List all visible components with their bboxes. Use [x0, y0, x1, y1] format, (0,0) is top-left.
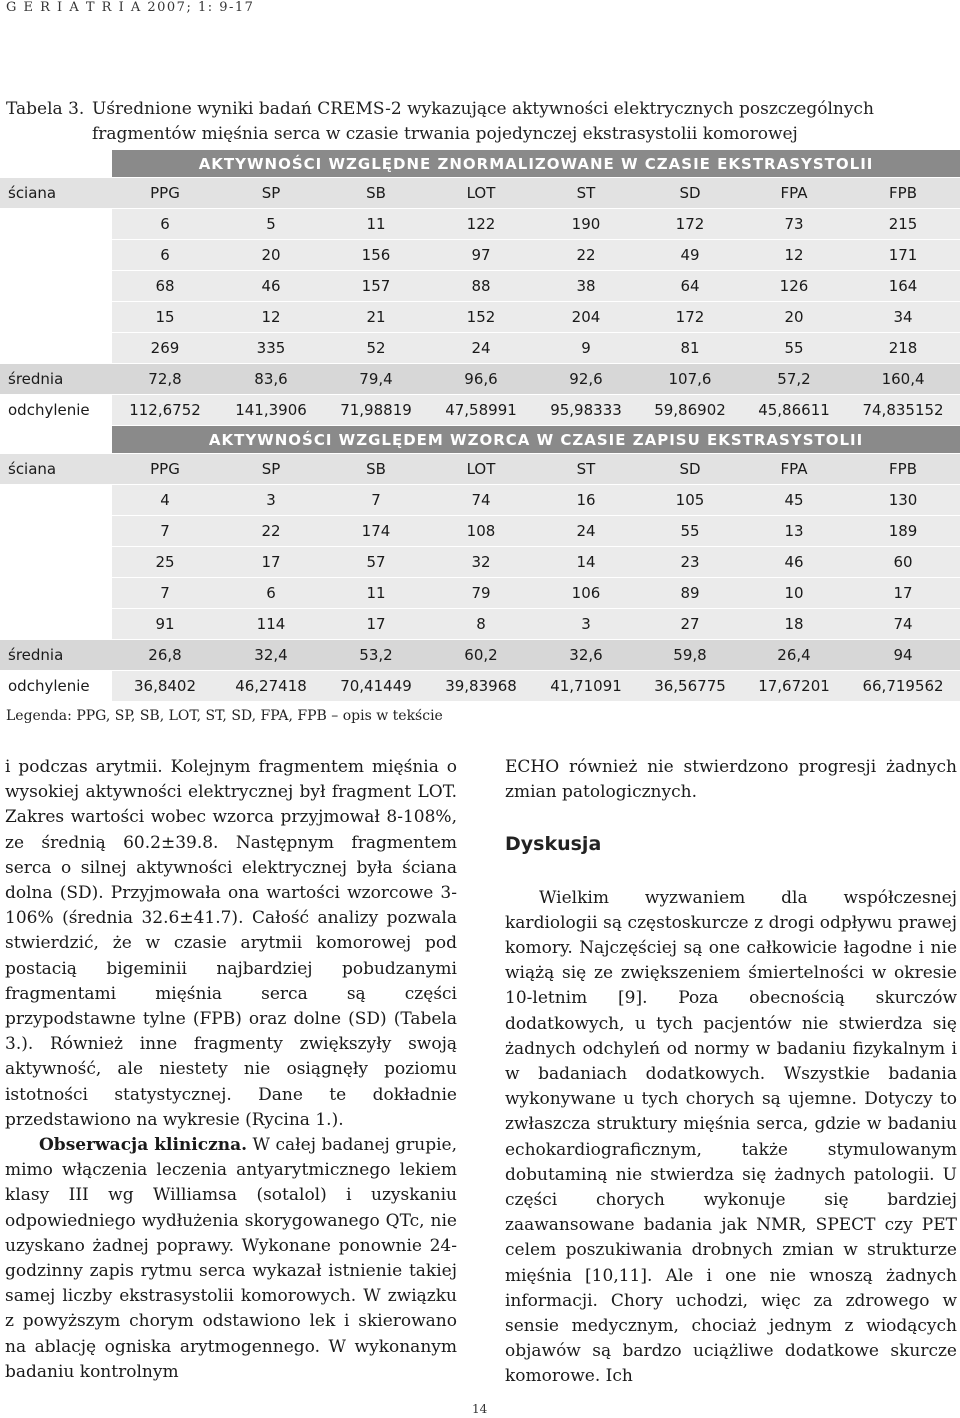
table-caption-line1: Uśrednione wyniki badań CREMS-2 wykazujące aktywności elektrycznych poszczególnych [92, 99, 874, 119]
column-header: FPA [742, 178, 846, 209]
table-row [0, 333, 960, 364]
column-header: SD [638, 454, 742, 485]
row-label-empty [0, 302, 112, 333]
table-row [0, 302, 960, 333]
table-row [0, 485, 960, 516]
table-cell: 190 [534, 209, 638, 240]
table-cell: 164 [846, 271, 960, 302]
column-header: LOT [428, 178, 534, 209]
table-cell: 172 [638, 302, 742, 333]
section-title-row [0, 150, 960, 178]
table-cell: 45 [742, 485, 846, 516]
table-cell: 81 [638, 333, 742, 364]
section-title: AKTYWNOŚCI WZGLĘDNE ZNORMALIZOWANE W CZASIE EKSTRASYSTOLII [112, 150, 960, 178]
column-header: ST [534, 454, 638, 485]
mean-cell: 83,6 [218, 364, 324, 395]
left-paragraph-2 [5, 1133, 457, 1385]
running-head: G E R I A T R I A 2007; 1: 9-17 [6, 0, 255, 15]
row-label-sd: odchylenie [0, 395, 112, 426]
table-cell: 55 [742, 333, 846, 364]
table-cell: 13 [742, 516, 846, 547]
row-label-empty [0, 485, 112, 516]
mean-cell: 57,2 [742, 364, 846, 395]
table-cell: 14 [534, 547, 638, 578]
table-cell: 97 [428, 240, 534, 271]
column-header-row [0, 454, 960, 485]
table-row [0, 578, 960, 609]
table-cell: 32 [428, 547, 534, 578]
table-cell: 15 [112, 302, 218, 333]
table-cell: 27 [638, 609, 742, 640]
sd-cell: 70,41449 [324, 671, 428, 702]
sd-cell: 59,86902 [638, 395, 742, 426]
table-cell: 215 [846, 209, 960, 240]
table-cell: 10 [742, 578, 846, 609]
left-paragraph-1: i podczas arytmii. Kolejnym fragmentem mięśnia o wysokiej aktywności elektrycznej był fragment LOT. Zakres wartości wobec wzorca przyjmował 8-108%, ze średnią 60.2±39.8. Następnym fragmentem serca o silnej aktywności elektrycznej była ściana dolna (SD). Przyjmowała ona wartości wzorcowe 3-106% (średnia 32.6±41.7). Całość analizy pozwala stwierdzić, że w czasie arytmii komorowej pod postacią bigeminii najbardziej pobudzanymi fragmentami mięśnia serca są części przypodstawne tylne (FPB) oraz dolne (SD) (Tabela 3.). Również inne fragmenty zwiększyły swoją aktywność, ale niestety nie osiągnęły poziomu istotności statystycznej. Dane te dokładnie przedstawiono na wykresie (Rycina 1.). [5, 757, 457, 1130]
table-cell: 55 [638, 516, 742, 547]
table-cell: 18 [742, 609, 846, 640]
mean-cell: 94 [846, 640, 960, 671]
right-paragraph-2: Wielkim wyzwaniem dla współczesnej kardiologii są częstoskurcze z drogi odpływu prawej komory. Najczęściej są one całkowicie łagodne i nie wiążą się ze zwiększeniem śmiertelności w okresie 10-letnim [9]. Poza obecnością skurczów dodatkowych, u tych pacjentów nie stwierdza się żadnych odchyleń od normy w badaniu fizykalnym i w badaniach dodatkowych. Wszystkie badania wykonywane u tych chorych są ujemne. Dotyczy to zwłaszcza struktury mięśnia serca, gdzie w badaniu echokardiograficznym, także stymulowanym dobutaminą nie stwierdza się żadnych patologii. U części chorych wykonuje się bardziej zaawansowane badania jak NMR, SPECT czy PET celem poszukiwania drobnych zmian w strukturze mięśnia [10,11]. Ale i one nie wnoszą żadnych informacji. Chory uchodzi, więc za zdrowego w sensie medycznym, chociaż jednym z wiodących objawów są bardzo uciążliwe dodatkowe skurcze komorowe. Ich [505, 887, 957, 1387]
table-cell: 4 [112, 485, 218, 516]
table-cell: 16 [534, 485, 638, 516]
table-legend: Legenda: PPG, SP, SB, LOT, ST, SD, FPA, FPB – opis w tekście [6, 708, 443, 724]
table-cell: 156 [324, 240, 428, 271]
table-cell: 189 [846, 516, 960, 547]
table-cell: 23 [638, 547, 742, 578]
column-header-row [0, 178, 960, 209]
table-cell: 21 [324, 302, 428, 333]
table-cell: 122 [428, 209, 534, 240]
table-cell: 171 [846, 240, 960, 271]
table-cell: 114 [218, 609, 324, 640]
column-header: FPA [742, 454, 846, 485]
sd-cell: 17,67201 [742, 671, 846, 702]
table-cell: 130 [846, 485, 960, 516]
column-header: SP [218, 178, 324, 209]
mean-row [0, 640, 960, 671]
left-paragraph-2-text: W całej badanej grupie, mimo włączenia leczenia antyarytmicznego lekiem klasy III wg Williamsa (sotalol) i uzyskaniu odpowiedniego wydłużenia skorygowanego QTc, nie uzyskano żadnej poprawy. Wykonane ponownie 24-godzinny zapis rytmu serca wykazał istnienie takiej samej liczby ekstrasystolii komorowych. W związku z powyższym chorym odstawiono lek i skierowano na ablację ogniska arytmogennego. W wykonanym badaniu kontrolnym [5, 1135, 458, 1382]
sd-cell: 46,27418 [218, 671, 324, 702]
table-cell: 74 [428, 485, 534, 516]
mean-cell: 72,8 [112, 364, 218, 395]
table-cell: 60 [846, 547, 960, 578]
table-cell: 157 [324, 271, 428, 302]
table-cell: 24 [428, 333, 534, 364]
table-cell: 89 [638, 578, 742, 609]
table-cell: 269 [112, 333, 218, 364]
sd-cell: 36,8402 [112, 671, 218, 702]
mean-cell: 26,8 [112, 640, 218, 671]
table-cell: 152 [428, 302, 534, 333]
left-column [5, 755, 457, 1385]
sd-row [0, 395, 960, 426]
section-heading-discussion: Dyskusja [505, 833, 602, 856]
row-label-empty [0, 271, 112, 302]
row-label-empty [0, 209, 112, 240]
table-cell: 105 [638, 485, 742, 516]
table-cell: 204 [534, 302, 638, 333]
table-cell: 34 [846, 302, 960, 333]
table-cell: 57 [324, 547, 428, 578]
row-label-empty [0, 609, 112, 640]
table-row [0, 516, 960, 547]
table-cell: 106 [534, 578, 638, 609]
table-cell: 174 [324, 516, 428, 547]
section-title-spacer [0, 150, 112, 178]
table-cell: 17 [846, 578, 960, 609]
table-cell: 7 [112, 578, 218, 609]
table-cell: 91 [112, 609, 218, 640]
table-cell: 11 [324, 209, 428, 240]
table-cell: 8 [428, 609, 534, 640]
table-cell: 20 [742, 302, 846, 333]
table-caption [6, 97, 956, 147]
row-label-sd: odchylenie [0, 671, 112, 702]
sd-row [0, 671, 960, 702]
mean-cell: 60,2 [428, 640, 534, 671]
table-cell: 17 [324, 609, 428, 640]
mean-cell: 59,8 [638, 640, 742, 671]
table-cell: 6 [112, 209, 218, 240]
column-header: PPG [112, 178, 218, 209]
table-cell: 335 [218, 333, 324, 364]
mean-cell: 79,4 [324, 364, 428, 395]
table-cell: 88 [428, 271, 534, 302]
row-label-empty [0, 333, 112, 364]
table-caption-line2: fragmentów mięśnia serca w czasie trwania pojedynczej ekstrasystolii komorowej [92, 124, 798, 144]
table-cell: 49 [638, 240, 742, 271]
sd-cell: 39,83968 [428, 671, 534, 702]
mean-cell: 26,4 [742, 640, 846, 671]
table-cell: 7 [112, 516, 218, 547]
mean-cell: 53,2 [324, 640, 428, 671]
mean-cell: 32,4 [218, 640, 324, 671]
table-cell: 172 [638, 209, 742, 240]
table-cell: 46 [742, 547, 846, 578]
table-cell: 25 [112, 547, 218, 578]
sd-cell: 66,719562 [846, 671, 960, 702]
table-cell: 22 [534, 240, 638, 271]
table-row [0, 271, 960, 302]
table-cell: 52 [324, 333, 428, 364]
table-row [0, 547, 960, 578]
table-cell: 73 [742, 209, 846, 240]
mean-row [0, 364, 960, 395]
table-cell: 6 [112, 240, 218, 271]
table-cell: 7 [324, 485, 428, 516]
row-label-wall: ściana [0, 454, 112, 485]
sd-cell: 36,56775 [638, 671, 742, 702]
table-row [0, 609, 960, 640]
mean-cell: 160,4 [846, 364, 960, 395]
mean-cell: 32,6 [534, 640, 638, 671]
column-header: PPG [112, 454, 218, 485]
sd-cell: 95,98333 [534, 395, 638, 426]
table-cell: 218 [846, 333, 960, 364]
table-cell: 17 [218, 547, 324, 578]
table-cell: 79 [428, 578, 534, 609]
mean-cell: 107,6 [638, 364, 742, 395]
right-column [505, 755, 957, 1390]
row-label-mean: średnia [0, 640, 112, 671]
results-table [0, 150, 960, 702]
sd-cell: 74,835152 [846, 395, 960, 426]
column-header: SP [218, 454, 324, 485]
table-cell: 5 [218, 209, 324, 240]
table-row [0, 240, 960, 271]
section-title: AKTYWNOŚCI WZGLĘDEM WZORCA W CZASIE ZAPISU EKSTRASYSTOLII [112, 426, 960, 454]
section-title-spacer [0, 426, 112, 454]
table-cell: 20 [218, 240, 324, 271]
row-label-empty [0, 516, 112, 547]
row-label-empty [0, 547, 112, 578]
column-header: ST [534, 178, 638, 209]
table-cell: 126 [742, 271, 846, 302]
column-header: SD [638, 178, 742, 209]
table-cell: 6 [218, 578, 324, 609]
table-cell: 64 [638, 271, 742, 302]
table-cell: 12 [742, 240, 846, 271]
table-row [0, 209, 960, 240]
table-cell: 11 [324, 578, 428, 609]
runin-heading: Obserwacja kliniczna. [39, 1135, 248, 1156]
table-caption-label: Tabela 3. [6, 99, 85, 119]
table-cell: 24 [534, 516, 638, 547]
table-cell: 3 [218, 485, 324, 516]
sd-cell: 47,58991 [428, 395, 534, 426]
section-title-row [0, 426, 960, 454]
table-cell: 22 [218, 516, 324, 547]
column-header: SB [324, 454, 428, 485]
sd-cell: 45,86611 [742, 395, 846, 426]
sd-cell: 71,98819 [324, 395, 428, 426]
column-header: FPB [846, 178, 960, 209]
table-cell: 12 [218, 302, 324, 333]
table-cell: 38 [534, 271, 638, 302]
table-cell: 3 [534, 609, 638, 640]
page-number: 14 [472, 1402, 488, 1416]
table-cell: 9 [534, 333, 638, 364]
mean-cell: 96,6 [428, 364, 534, 395]
column-header: LOT [428, 454, 534, 485]
table-cell: 68 [112, 271, 218, 302]
sd-cell: 112,6752 [112, 395, 218, 426]
table-cell: 46 [218, 271, 324, 302]
row-label-mean: średnia [0, 364, 112, 395]
row-label-empty [0, 240, 112, 271]
table-cell: 74 [846, 609, 960, 640]
right-paragraph-1: ECHO również nie stwierdzono progresji żadnych zmian patologicznych. [505, 757, 957, 803]
column-header: FPB [846, 454, 960, 485]
table-cell: 108 [428, 516, 534, 547]
column-header: SB [324, 178, 428, 209]
row-label-wall: ściana [0, 178, 112, 209]
sd-cell: 41,71091 [534, 671, 638, 702]
row-label-empty [0, 578, 112, 609]
sd-cell: 141,3906 [218, 395, 324, 426]
mean-cell: 92,6 [534, 364, 638, 395]
